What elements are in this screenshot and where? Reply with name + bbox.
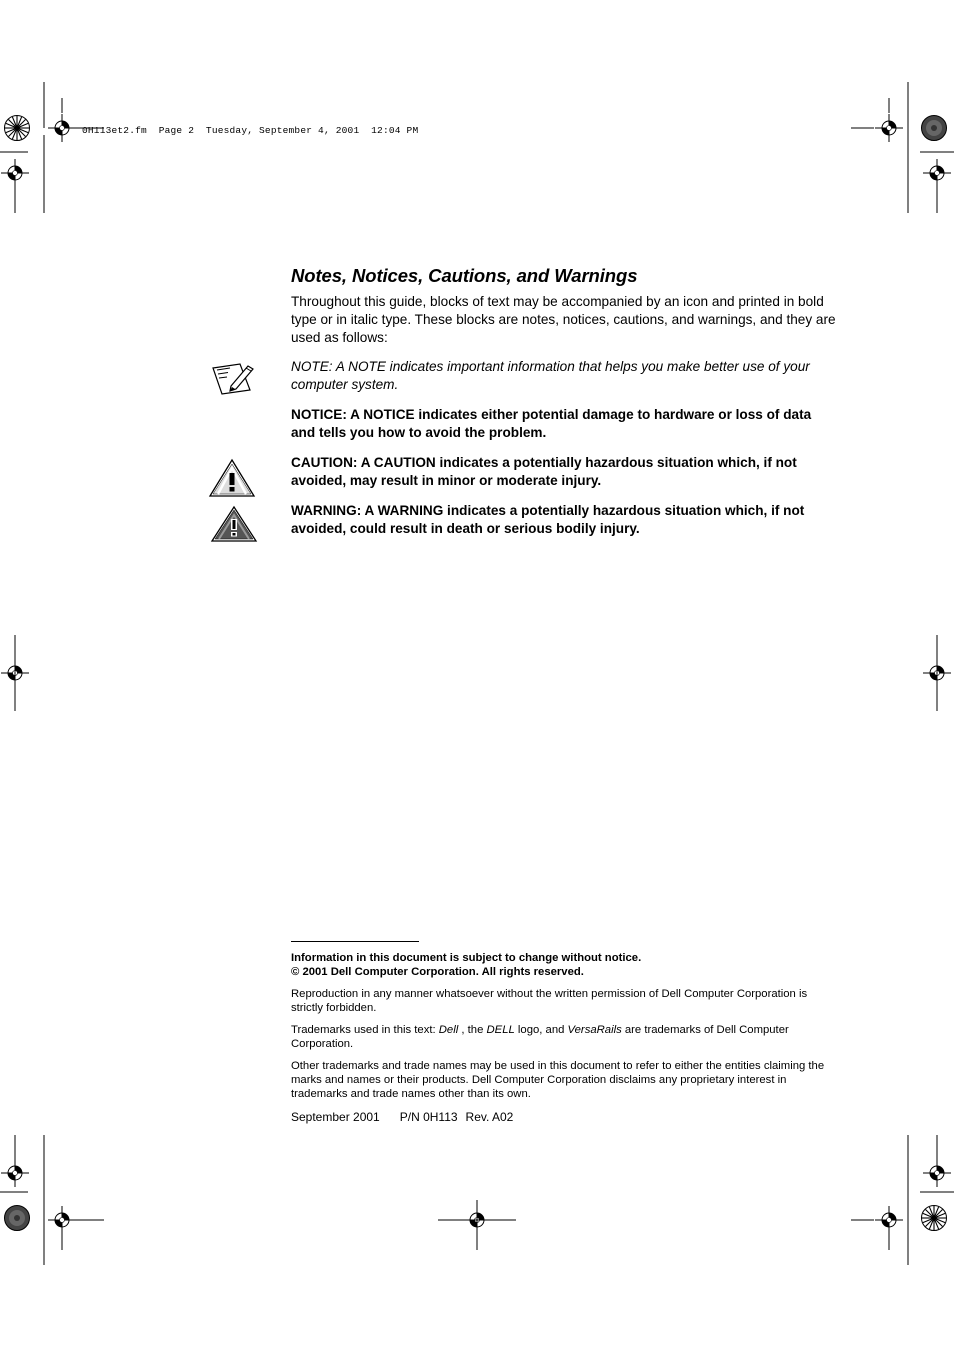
starburst-target-icon <box>922 1206 947 1231</box>
notice-change-text <box>291 951 839 979</box>
starburst-target-icon <box>922 116 947 141</box>
revision: Rev. A02 <box>465 1110 514 1124</box>
trademarks-suffix: are trademarks of Dell Computer Corporation. <box>291 1024 789 1050</box>
warning-triangle-icon <box>210 505 258 543</box>
file-info-header: 0H113et2.fm Page 2 Tuesday, September 4, 2001 12:04 PM <box>82 125 419 136</box>
section-title: Notes, Notices, Cautions, and Warnings <box>291 265 638 286</box>
trademark-dell: Dell <box>438 1024 459 1036</box>
change-notice-line: Information in this document is subject to change without notice. <box>291 952 642 964</box>
trademarks-prefix: Trademarks used in this text: <box>291 1024 439 1036</box>
registration-mark-icon <box>1 159 29 187</box>
warning-text: WARNING: A WARNING indicates a potentially hazardous situation which, if not avoided, could result in death or serious bodily injury. <box>291 503 805 536</box>
publication-info <box>291 1110 839 1124</box>
trademark-dell-logo: DELL <box>486 1024 515 1036</box>
registration-mark-icon <box>923 1159 951 1187</box>
reproduction-text: Reproduction in any manner whatsoever without the written permission of Dell Computer Corporation is strictly forbidden. <box>291 988 808 1014</box>
trademarks-mid1: , the <box>458 1024 487 1036</box>
starburst-target-icon <box>5 1206 30 1231</box>
publication-date: September 2001 <box>291 1110 380 1124</box>
part-number: P/N 0H113 <box>399 1110 458 1124</box>
trademarks-text <box>291 1023 839 1051</box>
notice-text: NOTICE: A NOTICE indicates either potential damage to hardware or loss of data and tells you how to avoid the problem. <box>291 407 812 440</box>
registration-mark-icon <box>875 1206 903 1234</box>
footnote-rule <box>291 941 419 942</box>
caution-triangle-icon <box>208 458 256 498</box>
registration-mark-icon <box>923 159 951 187</box>
trademark-versarails: VersaRails <box>567 1024 622 1036</box>
note-text: NOTE: A NOTE indicates important information that helps you make better use of your computer system. <box>291 359 810 392</box>
intro-paragraph: Throughout this guide, blocks of text may be accompanied by an icon and printed in bold type or in italic type. These blocks are notes, notices, cautions, and warnings, and they are used as follows: <box>291 294 836 345</box>
starburst-target-icon <box>5 116 30 141</box>
copyright-line: © 2001 Dell Computer Corporation. All rights reserved. <box>291 966 584 978</box>
registration-mark-icon <box>1 1159 29 1187</box>
registration-mark-icon <box>48 114 76 142</box>
caution-text: CAUTION: A CAUTION indicates a potentially hazardous situation which, if not avoided, may result in minor or moderate injury. <box>291 455 797 488</box>
note-pencil-icon <box>210 360 256 398</box>
trademarks-mid2: logo, and <box>514 1024 568 1036</box>
registration-mark-icon <box>48 1206 76 1234</box>
other-trademarks-text: Other trademarks and trade names may be used in this document to refer to either the entities claiming the marks and names or their products. Dell Computer Corporation disclaims any proprietary interest in trademarks and trade names other than its own. <box>291 1060 825 1100</box>
registration-mark-icon <box>875 114 903 142</box>
